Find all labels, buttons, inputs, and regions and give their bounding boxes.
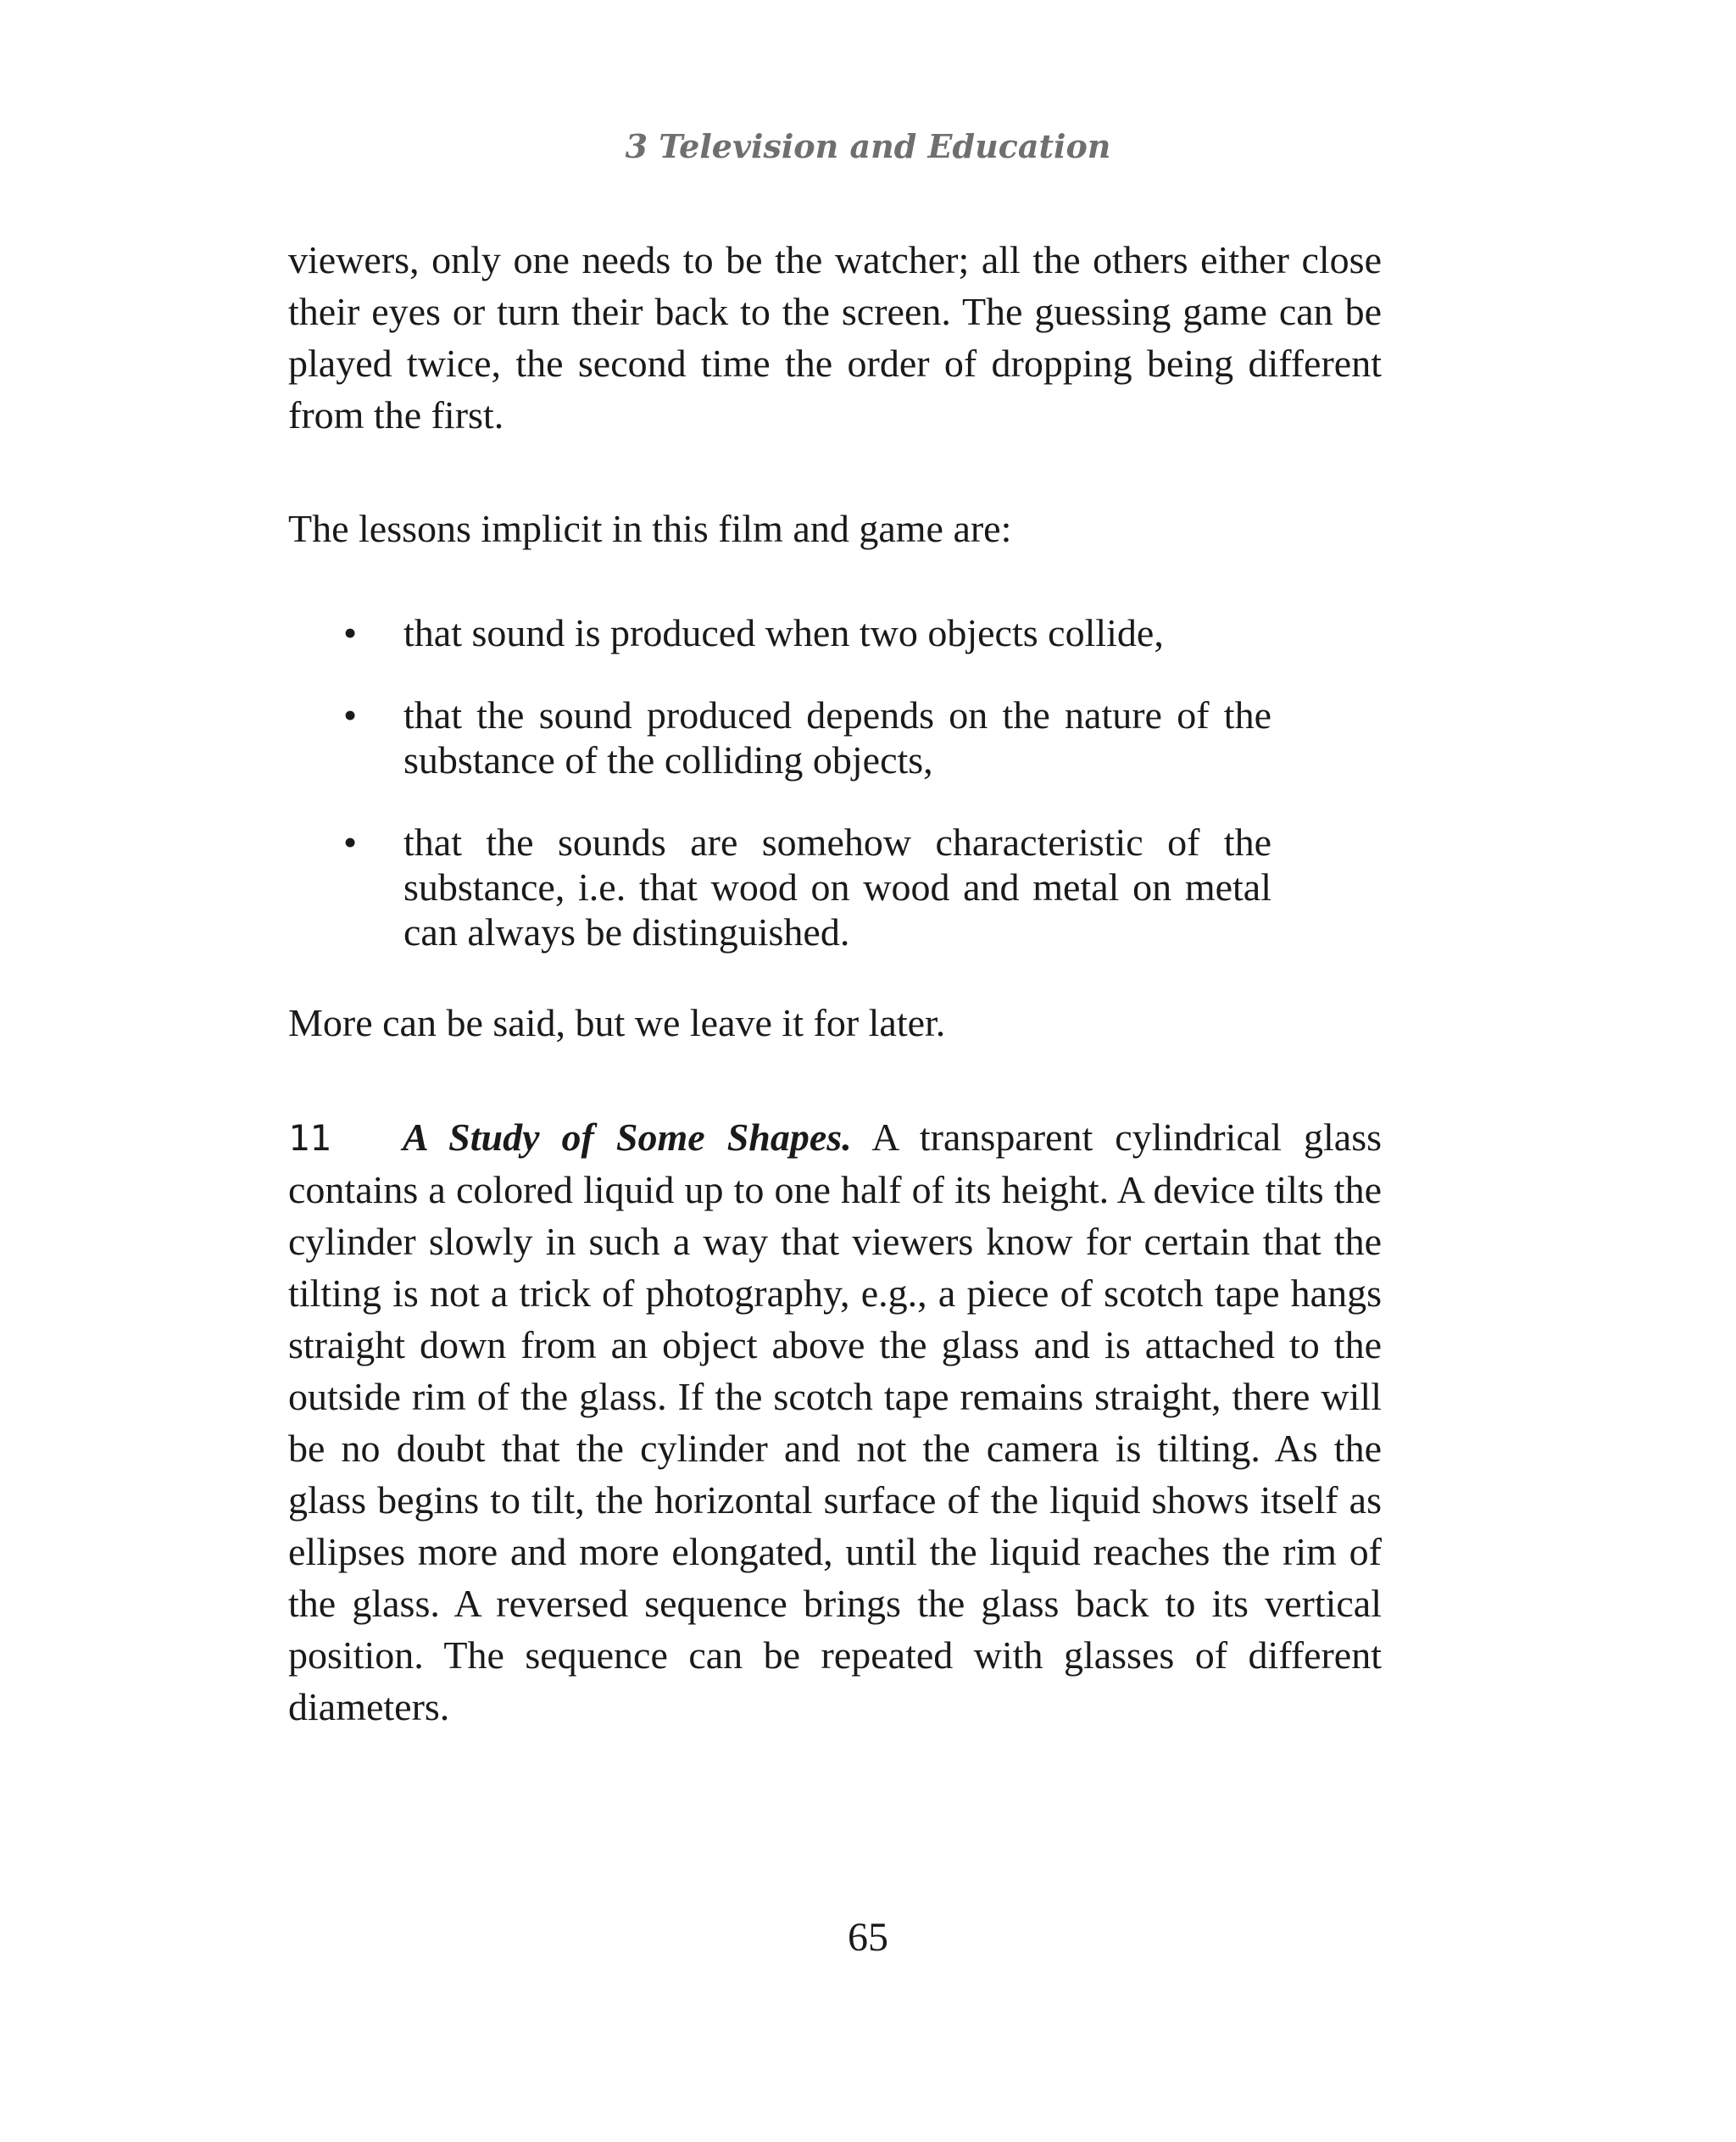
page-number: 65 <box>848 1915 888 1960</box>
section-body: A transparent cylindrical glass contains a colored liquid up to one half of its height. A device tilts the cylinder slowly in such a way that viewers know for certain that the tilting is not a trick of photography, e.g., a piece of scotch tape hangs straight down from an object above the glass and is attached to the outside rim of the glass. If the scotch tape remains straight, there will be no doubt that the cylinder and not the camera is tilting. As the glass begins to tilt, the horizontal surface of the liquid shows itself as ellipses more and more elongated, until the liquid reaches the rim of the glass. A reversed sequence brings the glass back to its vertical position. The sequence can be repeated with glasses of different diameters. <box>288 1116 1382 1728</box>
section-study-of-shapes <box>288 1111 1382 1733</box>
list-item-text: that the sound produced depends on the nature of the substance of the colliding objects, <box>403 693 1271 782</box>
running-head: 3 Television and Education <box>625 127 1111 165</box>
section-number: 11 <box>288 1117 331 1159</box>
bullet-icon: • <box>343 693 358 737</box>
list-item <box>288 693 1271 782</box>
list-item-text: that sound is produced when two objects collide, <box>403 611 1164 654</box>
bullet-icon: • <box>343 821 358 864</box>
lessons-list <box>288 610 1271 954</box>
list-item <box>288 610 1271 655</box>
paragraph-guessing-game: viewers, only one needs to be the watcher; all the others either close their eyes or turn their back to the screen. The guessing game can be played twice, the second time the order of dropping being different from the first. <box>288 238 1382 437</box>
list-item-text: that the sounds are somehow characteristic of the substance, i.e. that wood on wood and metal on metal can always be distinguished. <box>403 821 1271 954</box>
bullet-icon: • <box>343 611 358 654</box>
section-title: A Study of Some Shapes. <box>403 1116 852 1159</box>
list-item <box>288 820 1271 954</box>
paragraph-lessons-intro: The lessons implicit in this film and game are: <box>288 507 1012 550</box>
paragraph-more-later: More can be said, but we leave it for later. <box>288 1001 946 1044</box>
